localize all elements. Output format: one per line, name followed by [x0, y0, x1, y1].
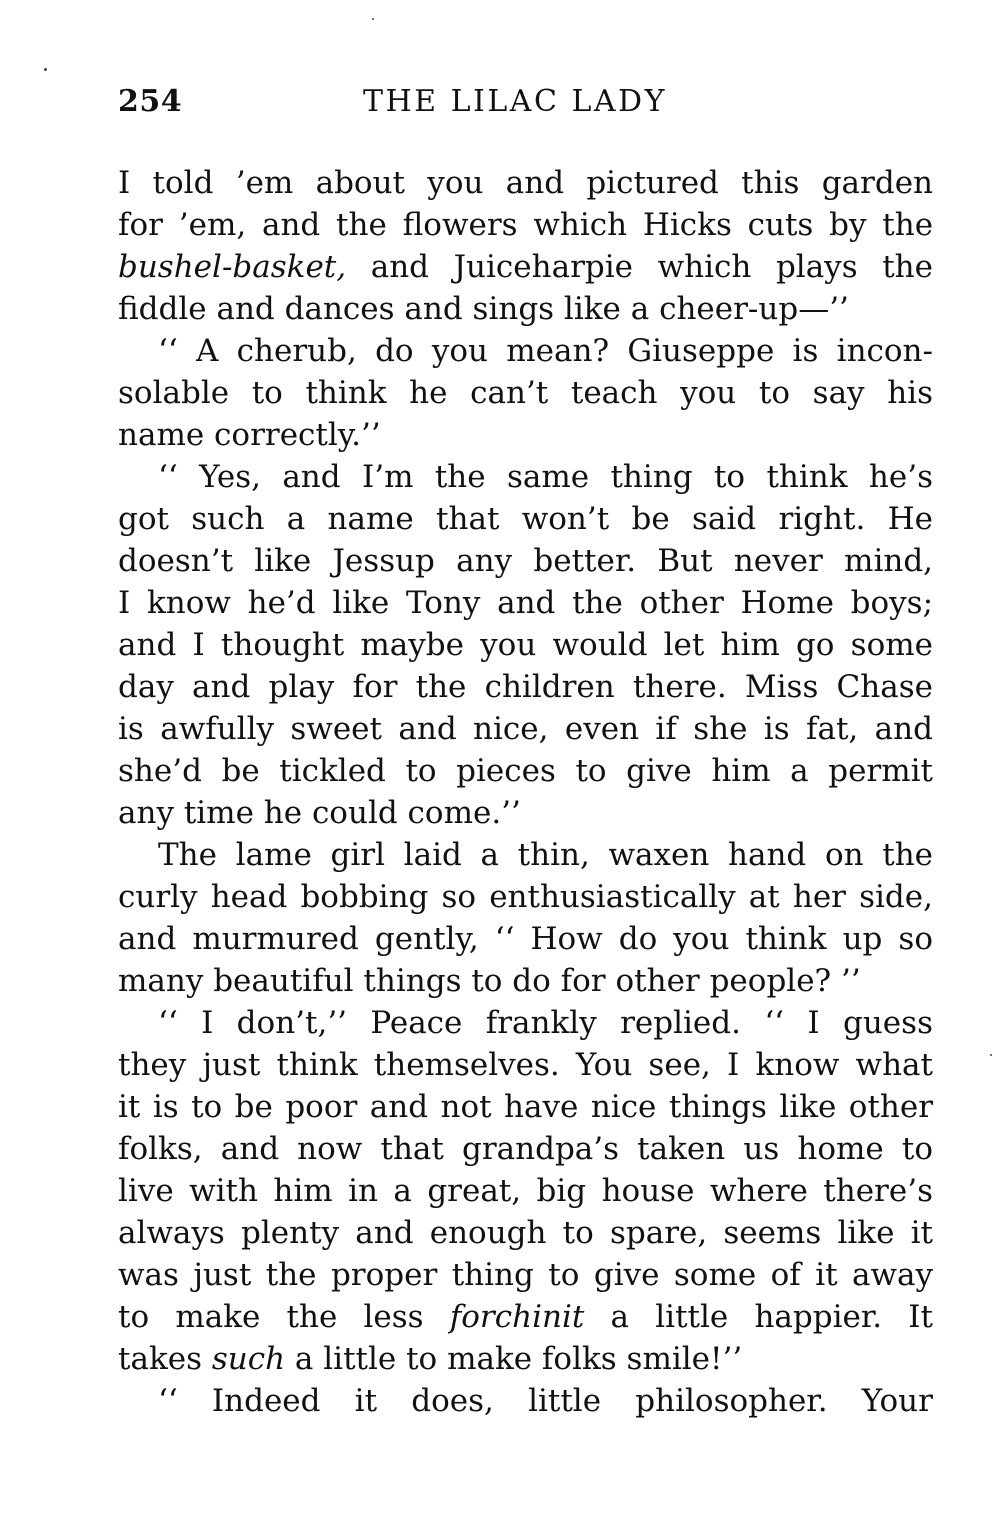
- text-line: [118, 792, 933, 834]
- text-line: [118, 960, 933, 1002]
- italic-text: such: [211, 1341, 286, 1377]
- text-run: a little to make folks smile!’’: [285, 1341, 743, 1377]
- text-run: I know he’d like Tony and the other Home boys;: [118, 585, 934, 621]
- text-run: to make the less: [118, 1299, 450, 1335]
- text-run: they just think themselves. You see, I know what: [118, 1047, 933, 1083]
- text-run: name correctly.’’: [118, 417, 381, 453]
- text-line: [118, 666, 933, 708]
- text-line: [118, 1002, 933, 1044]
- text-run: a little happier. It: [584, 1299, 934, 1335]
- text-line: [118, 498, 933, 540]
- text-line: [118, 372, 933, 414]
- text-line: [118, 204, 933, 246]
- text-run: and murmured gently, ‘‘ How do you think up so: [118, 921, 933, 957]
- text-run: got such a name that won’t be said right. He: [118, 501, 933, 537]
- text-run: she’d be tickled to pieces to give him a permit: [118, 753, 934, 789]
- text-run: was just the proper thing to give some of it away: [118, 1257, 934, 1293]
- text-line: [118, 246, 933, 288]
- text-line: [118, 1380, 933, 1422]
- page-header: [118, 84, 933, 128]
- text-run: and Juiceharpie which plays the: [346, 249, 933, 285]
- text-run: folks, and now that grandpa’s taken us home to: [118, 1131, 934, 1167]
- text-run: it is to be poor and not have nice things like other: [118, 1089, 934, 1125]
- text-run: The lame girl laid a thin, waxen hand on the: [158, 837, 934, 873]
- text-line: [118, 750, 933, 792]
- text-line: [118, 540, 933, 582]
- print-speck: [990, 1054, 992, 1056]
- text-line: [118, 834, 933, 876]
- text-run: ‘‘ A cherub, do you mean? Giuseppe is incon-: [158, 333, 934, 369]
- text-line: [118, 162, 933, 204]
- text-line: [118, 1254, 933, 1296]
- text-run: solable to think he can’t teach you to say his: [118, 375, 933, 411]
- text-run: is awfully sweet and nice, even if she is fat, and: [118, 711, 933, 747]
- italic-text: bushel-basket,: [118, 249, 347, 285]
- text-run: curly head bobbing so enthusiastically at her side,: [118, 879, 933, 915]
- text-run: I told ’em about you and pictured this garden: [118, 165, 934, 201]
- print-speck: [372, 18, 374, 20]
- text-line: [118, 918, 933, 960]
- text-run: live with him in a great, big house where there’s: [118, 1173, 933, 1209]
- text-run: doesn’t like Jessup any better. But never mind,: [118, 543, 934, 579]
- text-line: [118, 330, 933, 372]
- text-run: for ’em, and the flowers which Hicks cuts by the: [118, 207, 934, 243]
- text-line: [118, 1170, 933, 1212]
- text-run: takes: [118, 1341, 212, 1377]
- text-line: [118, 708, 933, 750]
- text-run: many beautiful things to do for other people? ’’: [118, 963, 861, 999]
- running-title: THE LILAC LADY: [363, 84, 667, 119]
- text-line: [118, 876, 933, 918]
- text-line: [118, 1296, 933, 1338]
- text-line: [118, 1128, 933, 1170]
- text-line: [118, 1086, 933, 1128]
- text-line: [118, 414, 933, 456]
- text-run: always plenty and enough to spare, seems like it: [118, 1215, 933, 1251]
- text-line: [118, 582, 933, 624]
- text-run: any time he could come.’’: [118, 795, 521, 831]
- text-run: day and play for the children there. Miss Chase: [118, 669, 933, 705]
- text-line: [118, 624, 933, 666]
- text-run: and I thought maybe you would let him go some: [118, 627, 933, 663]
- text-line: [118, 1044, 933, 1086]
- text-line: [118, 288, 933, 330]
- text-run: ‘‘ Yes, and I’m the same thing to think he’s: [158, 459, 933, 495]
- italic-text: forchinit: [449, 1299, 585, 1335]
- text-line: [118, 1212, 933, 1254]
- text-run: ‘‘ I don’t,’’ Peace frankly replied. ‘‘ I guess: [158, 1005, 933, 1041]
- print-speck: [44, 68, 47, 71]
- text-line: [118, 1338, 933, 1380]
- text-line: [118, 456, 933, 498]
- text-run: fiddle and dances and sings like a cheer-up—’’: [118, 291, 849, 327]
- text-run: ‘‘ Indeed it does, little philosopher. Your: [158, 1383, 933, 1419]
- page-number: 254: [118, 84, 183, 119]
- body-text: [118, 162, 933, 1422]
